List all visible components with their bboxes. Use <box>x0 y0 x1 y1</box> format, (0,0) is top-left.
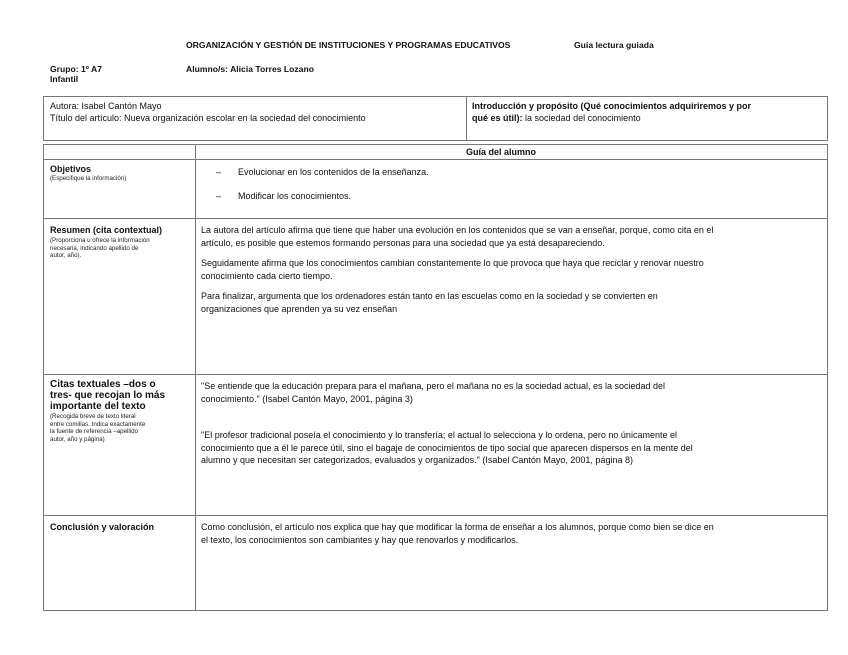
article-title-text: Título del artículo: Nueva organización escolar en la sociedad del conocimiento <box>50 113 366 123</box>
document-title: ORGANIZACIÓN Y GESTIÓN DE INSTITUCIONES Y PROGRAMAS EDUCATIVOS <box>186 40 511 50</box>
resumen-label: Resumen (cita contextual) <box>50 225 163 235</box>
list-item: – Modificar los conocimientos. <box>216 191 352 201</box>
resumen-text: La autora del artículo afirma que tiene que haber una evolución en los contenidos que se van a enseñar, porque, como cita en el artículo, es posible que estemos formando personas para una sociedad que ya está desapareciendo. Seguidamente afirma que los conocimientos cambian constantemente lo que provoca que haya que reciclar y renovar nuestro conocimiento cada cierto tiempo. Para finalizar, argumenta que los ordenadores están tanto en las escuelas como en la sociedad y se convierten en organizaciones que aprenden ya su vez enseñan <box>201 225 714 314</box>
author-text: Autora: Isabel Cantón Mayo <box>50 101 162 111</box>
bullet-dash-icon: – <box>216 191 222 201</box>
intro-value: la sociedad del conocimiento <box>525 113 641 123</box>
intro-heading: Introducción y propósito (Qué conocimientos adquiriremos y por <box>472 101 752 111</box>
quote-1: "Se entiende que la educación prepara para el mañana, pero el mañana no es la sociedad actual, es la sociedad del conocimiento." (Isabel Cantón Mayo, 2001, página 3) <box>201 381 666 404</box>
quote-2: "El profesor tradicional poseía el conocimiento y lo transfería; el actual lo selecciona y lo ordena, pero no únicamente el conocimiento que a él le parece útil, sino el bagaje de conocimientos de tipo social que aparecen dispersos en la mente del alumno y que necesitan ser categorizados, evaluados y organizados." (Isabel Cantón Mayo, 2001, página 8) <box>201 430 693 465</box>
intro-line <box>472 112 641 125</box>
objetivos-hint: (Especifique la información) <box>50 175 127 182</box>
guide-label: Guía lectura guiada <box>574 40 654 50</box>
conclusion-text: Como conclusión, el artículo nos explica que hay que modificar la forma de enseñar a los alumnos, porque como bien se dice en el texto, los conocimientos son cambiantes y hay que renovarlos y modificarlos. <box>201 522 714 545</box>
bullet-dash-icon: – <box>216 167 222 177</box>
guide-heading: Guía del alumno <box>466 147 537 157</box>
resumen-hint: (Proporciona u ofrece la información necesaria, indicando apellido de autor, año). <box>50 237 150 260</box>
intro-heading-cont: qué es útil): <box>472 113 523 123</box>
citas-label: Citas textuales –dos o tres- que recojan lo más importante del texto <box>50 379 166 412</box>
conclusion-label: Conclusión y valoración <box>50 522 155 532</box>
group-label: Grupo: 1º A7 <box>50 64 102 74</box>
list-item: – Evolucionar en los contenidos de la enseñanza. <box>216 167 429 177</box>
objetivos-list <box>216 165 816 215</box>
student-label: Alumno/s: Alicia Torres Lozano <box>186 64 314 74</box>
citas-hint: (Recogida breve de texto literal entre comillas. Indica exactamente la fuente de referencia –apellido autor, año y página) <box>50 413 146 443</box>
objetivos-label: Objetivos <box>50 164 92 174</box>
group-sub-label: Infantil <box>50 74 79 84</box>
